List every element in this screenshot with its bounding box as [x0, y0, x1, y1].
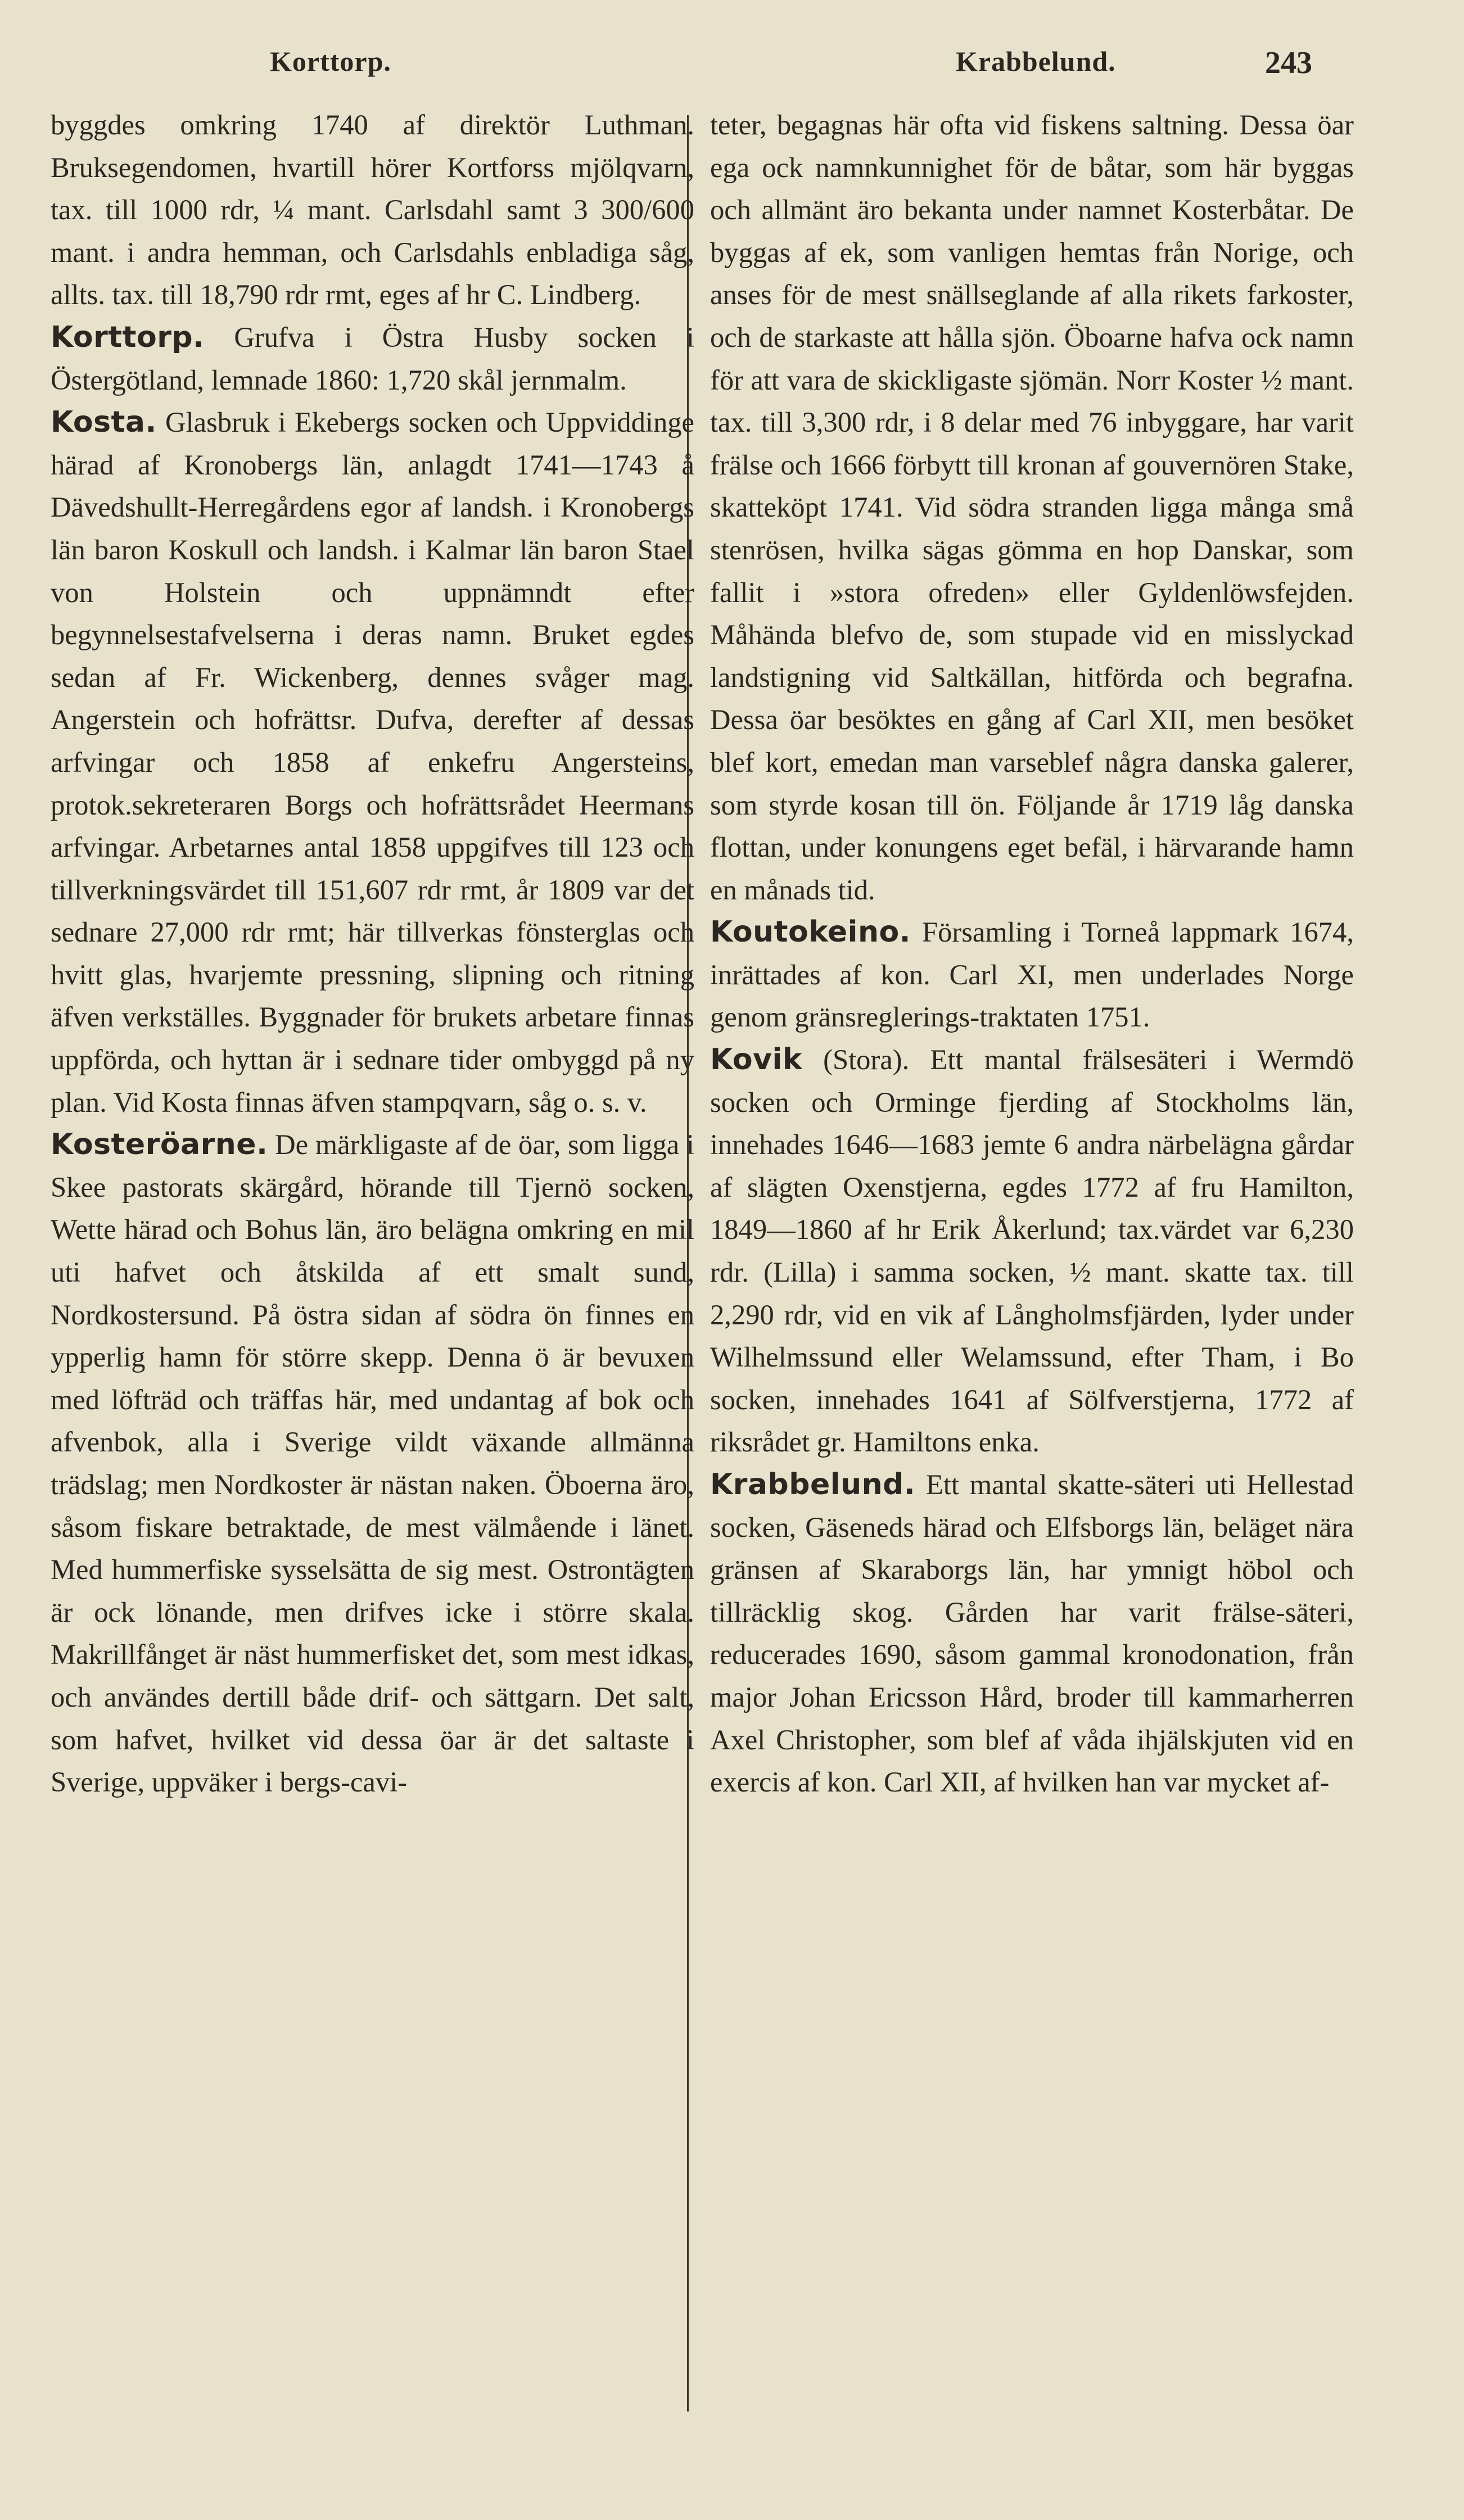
entry-korttorp [51, 316, 694, 401]
right-column-continuation: teter, begagnas här ofta vid fiskens saltning. Dessa öar ega ock namnkunnighet för de båtar, som här byggas och allmänt äro bekanta under namnet Kosterbåtar. De byggas af ek, som vanligen hemtas från Norige, och anses för de mest snällseglande af alla rikets farkoster, och de starkaste att hålla sjön. Öboarne hafva ock namn för att vara de skickligaste sjömän. Norr Koster ½ mant. tax. till 3,300 rdr, i 8 delar med 76 inbyggare, har varit frälse och 1666 förbytt till kronan af gouvernören Stake, skatteköpt 1741. Vid södra stranden ligga många små stenrösen, hvilka sägas gömma en hop Danskar, som fallit i »stora ofreden» eller Gyldenlöwsfejden. Måhända blefvo de, som stupade vid en misslyckad landstigning vid Saltkällan, hitförda och begrafna. Dessa öar besöktes en gång af Carl XII, men besöket blef kort, emedan man varseblef några danska galerer, som styrde kosan till ön. Följande år 1719 låg danska flottan, under konungens eget befäl, i härvarande hamn en månads tid. [710, 109, 1354, 906]
entry-koutokeino [710, 911, 1354, 1039]
entry-text: Församling i Torneå lappmark 1674, inrättades af kon. Carl XI, men underlades Norge genom gränsreglerings-traktaten 1751. [710, 916, 1354, 1033]
left-column [51, 104, 694, 1804]
headword: Korttorp. [51, 320, 205, 354]
running-head-left: Korttorp. [270, 46, 391, 77]
entry-text: Glasbruk i Ekebergs socken och Uppviddinge härad af Kronobergs län, anlagdt 1741—1743 å Dävedshullt-Herregårdens egor af landsh. i Kronobergs län baron Koskull och landsh. i Kalmar län baron Stael von Holstein och uppnämndt efter begynnelsestafvelserna i deras namn. Bruket egdes sedan af Fr. Wickenberg, dennes svåger mag. Angerstein och hofrättsr. Dufva, derefter af dessas arfvingar och 1858 af enkefru Angersteins, protok.sekreteraren Borgs och hofrättsrådet Heermans arfvingar. Arbetarnes antal 1858 uppgifves till 123 och tillverkningsvärdet till 151,607 rdr rmt, år 1809 var det sednare 27,000 rdr rmt; här tillverkas fönsterglas och hvitt glas, hvarjemte pressning, slipning och ritning äfven verkställes. Byggnader för brukets arbetare finnas uppförda, och hyttan är i sednare tider ombyggd på ny plan. Vid Kosta finnas äfven stampqvarn, såg o. s. v. [51, 406, 694, 1118]
entry-kosta [51, 401, 694, 1124]
entry-kosteroarne [51, 1124, 694, 1804]
headword: Kovik [710, 1043, 802, 1077]
headword: Kosta. [51, 405, 157, 440]
headword: Krabbelund. [710, 1468, 916, 1501]
right-column [710, 104, 1354, 1804]
entry-text: (Stora). Ett mantal frälsesäteri i Wermdö socken och Orminge fjerding af Stockholms län, innehades 1646—1683 jemte 6 andra närbelägna gårdar af slägten Oxenstjerna, egdes 1772 af fru Hamilton, 1849—1860 af hr Erik Åkerlund; tax.värdet var 6,230 rdr. (Lilla) i samma socken, ½ mant. skatte tax. till 2,290 rdr, vid en vik af Långholmsfjärden, lyder under Wilhelmssund eller Welamssund, efter Tham, i Bo socken, innehades 1641 af Sölfverstjerna, 1772 af riksrådet gr. Hamiltons enka. [710, 1044, 1354, 1458]
entry-krabbelund [710, 1464, 1354, 1804]
entry-text: De märkligaste af de öar, som ligga i Skee pastorats skärgård, hörande till Tjernö socken, Wette härad och Bohus län, äro belägna omkring en mil uti hafvet och åtskilda af ett smalt sund, Nordkostersund. På östra sidan af södra ön finnes en ypperlig hamn för större skepp. Denna ö är bevuxen med löfträd och träffas här, med undantag af bok och afvenbok, alla i Sverige vildt växande allmänna trädslag; men Nordkoster är nästan naken. Öboerna äro, såsom fiskare betraktade, de mest välmående i länet. Med hummerfiske sysselsätta de sig mest. Ostrontägten är ock lönande, men drifves icke i större skala. Makrillfånget är näst hummerfisket det, som mest idkas, och användes dertill både drif- och sättgarn. Det salt, som hafvet, hvilket vid dessa öar är det saltaste i Sverige, uppväker i bergs-cavi- [51, 1129, 694, 1798]
entry-text: Ett mantal skatte-säteri uti Hellestad socken, Gäseneds härad och Elfsborgs län, beläget nära gränsen af Skaraborgs län, har ymnigt höbol och tillräcklig skog. Gården har varit frälse-säteri, reducerades 1690, såsom gammal kronodonation, från major Johan Ericsson Hård, broder till kammarherren Axel Christopher, som blef af våda ihjälskjuten vid en exercis af kon. Carl XII, af hvilken han var mycket af- [710, 1469, 1354, 1798]
headword: Kosteröarne. [51, 1128, 268, 1162]
entry-text: Grufva i Östra Husby socken i Östergötland, lemnade 1860: 1,720 skål jernmalm. [51, 321, 694, 396]
running-head-right: Krabbelund. [956, 46, 1116, 77]
page-header [0, 45, 1464, 90]
entry-kovik [710, 1039, 1354, 1464]
left-column-intro: byggdes omkring 1740 af direktör Luthman. Bruksegendomen, hvartill hörer Kortforss mjölqvarn, tax. till 1000 rdr, ¼ mant. Carlsdahl samt 3 300/600 mant. i andra hemman, och Carlsdahls enbladiga såg, allts. tax. till 18,790 rdr rmt, eges af hr C. Lindberg. [51, 109, 694, 311]
page-number: 243 [1265, 46, 1312, 80]
headword: Koutokeino. [710, 915, 911, 949]
